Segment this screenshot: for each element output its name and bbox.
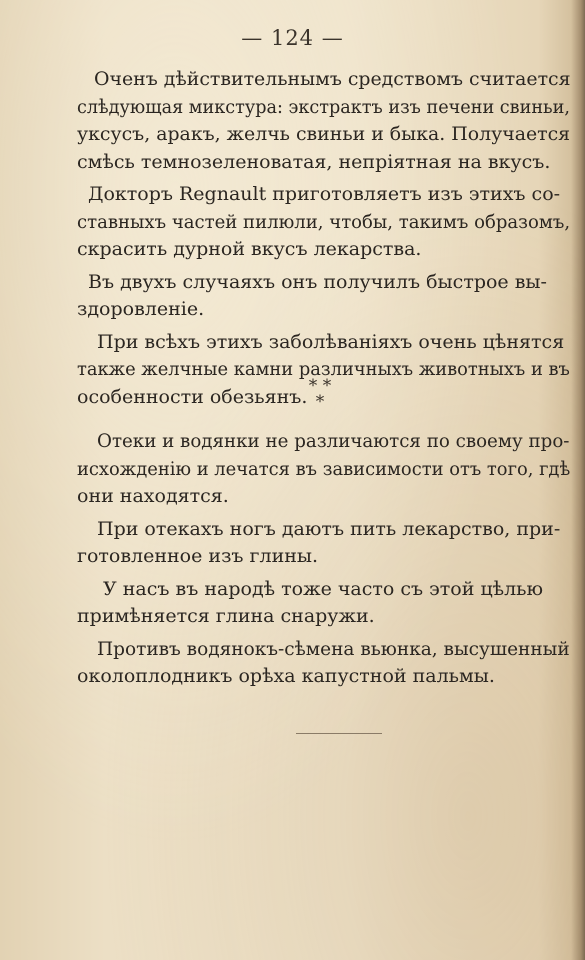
paragraph — [77, 269, 570, 324]
text-line: Докторъ Regnault приготовляетъ изъ этихъ со- — [88, 183, 561, 205]
end-rule — [296, 733, 382, 734]
text-line: слѣдующая микстура: экстрактъ изъ печени свиньи, — [77, 95, 570, 118]
paragraph — [77, 181, 571, 264]
text-line: здоровленіе. — [77, 298, 205, 320]
text-line: При всѣхъ этихъ заболѣваніяхъ очень цѣнятся — [97, 330, 565, 353]
text-line: они находятся. — [77, 485, 229, 507]
paragraph — [77, 428, 571, 511]
text-line: При отекахъ ногъ даютъ пить лекарство, при- — [97, 517, 561, 540]
asterism-top: * * — [308, 376, 332, 396]
asterism-bottom: * — [315, 392, 325, 412]
text-line: смѣсь темнозеленоватая, непріятная на вкусъ. — [77, 150, 551, 173]
text-line: Въ двухъ случаяхъ онъ получилъ быстрое вы- — [88, 270, 547, 293]
text-line: готовленное изъ глины. — [77, 545, 319, 567]
page-number: — 124 — — [241, 26, 344, 50]
paragraph — [77, 636, 570, 691]
paragraph — [77, 576, 570, 631]
text-line: ставныхъ частей пилюли, чтобы, такимъ образомъ, — [77, 210, 571, 233]
text-block-2 — [77, 428, 571, 696]
text-block-1 — [77, 66, 571, 416]
text-line: уксусъ, аракъ, желчь свиньи и быка. Получается — [77, 123, 571, 145]
paragraph — [77, 516, 570, 571]
text-line: Оченъ дѣйствительнымъ средствомъ считается — [94, 68, 571, 90]
text-line: исхожденію и лечатся въ зависимости отъ того, гдѣ — [77, 457, 571, 480]
text-line: особенности обезьянъ. — [77, 385, 308, 408]
text-line: скрасить дурной вкусъ лекарства. — [77, 238, 422, 260]
text-line: околоплодникъ орѣха капустной пальмы. — [77, 665, 495, 687]
text-line: У насъ въ народѣ тоже часто съ этой цѣлью — [103, 577, 544, 600]
text-line: также желчные камни различныхъ животныхъ и въ — [77, 358, 570, 380]
text-line: Противъ водянокъ-сѣмена вьюнка, высушенный — [97, 637, 570, 660]
text-line: Отеки и водянки не различаются по своему про- — [97, 430, 570, 452]
text-line: примѣняется глина снаружи. — [77, 605, 375, 627]
page-edge-shadow — [571, 0, 585, 960]
section-asterism — [0, 378, 585, 410]
paragraph — [77, 66, 571, 176]
